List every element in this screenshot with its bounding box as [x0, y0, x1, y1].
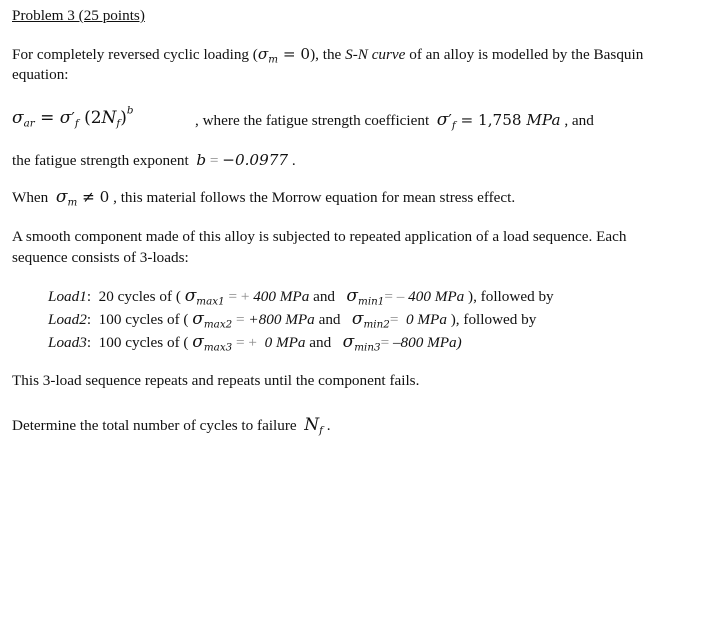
load-row-3 [48, 332, 462, 353]
intro-text-a: For completely reversed cyclic loading ( [12, 46, 258, 63]
max-sigma-symbol: σ [184, 286, 197, 306]
exponent-b: b [126, 104, 134, 117]
max-equals: = [232, 311, 249, 328]
max-subscript: max1 [196, 295, 225, 308]
max-subscript: max2 [203, 318, 233, 331]
load-label: Load1 [48, 288, 87, 305]
max-equals: = + [232, 334, 261, 351]
min-value: 400 MPa [408, 288, 465, 305]
not-equal-zero: ≠ 0 [77, 188, 110, 206]
component-line-2: sequence consists of 3-loads: [12, 249, 189, 266]
load-label: Load3 [48, 334, 87, 351]
problem-title: Problem 3 (25 points) [12, 7, 145, 24]
max-sigma-symbol: σ [192, 309, 204, 329]
exponent-value: −0.0977 [222, 151, 289, 169]
exponent-equals: = [206, 152, 223, 169]
coef-subscript: f [451, 119, 456, 132]
morrow-line [12, 187, 515, 208]
determine-line [12, 415, 331, 436]
paren-close: ) [120, 108, 127, 128]
load-cycles: 20 cycles of ( [98, 288, 181, 305]
paren-open: (2 [78, 108, 102, 128]
repeat-line: This 3-load sequence repeats and repeats until the component fails. [12, 372, 420, 389]
and-text: and [305, 334, 336, 351]
load-cycles: 100 cycles of ( [98, 334, 189, 351]
intro-line-2: equation: [12, 66, 69, 83]
prime-mark: ′ [71, 109, 75, 127]
min-value: –800 MPa) [392, 334, 462, 351]
morrow-sigma-symbol: σ [55, 187, 68, 207]
load-tail: ), followed by [446, 311, 537, 328]
n-subscript: f [116, 117, 121, 130]
b-symbol: b [196, 151, 207, 169]
min-sigma-symbol: σ [342, 332, 355, 352]
min-subscript: min2 [363, 318, 390, 331]
load-colon: : [86, 334, 92, 351]
load-colon: : [86, 288, 92, 305]
min-equals: = [380, 334, 393, 351]
max-value: 400 MPa [253, 288, 310, 305]
component-line-1: A smooth component made of this alloy is subjected to repeated application of a load sequence. Each [12, 228, 627, 245]
sigma-f-subscript: f [74, 117, 79, 130]
sigma-ar-symbol: σ [12, 108, 24, 128]
exponent-dot: . [288, 152, 296, 169]
morrow-text-b: , this material follows the Morrow equation for mean stress effect. [109, 189, 516, 206]
coef-prime-mark: ′ [448, 111, 452, 129]
exponent-text: the fatigue strength exponent [12, 152, 189, 169]
min-equals: = – [384, 288, 409, 305]
max-sigma-symbol: σ [192, 332, 204, 352]
and-text: and [309, 288, 339, 305]
n-symbol: N [101, 108, 117, 128]
basquin-coefficient [195, 110, 594, 131]
morrow-sigma-subscript: m [67, 196, 78, 209]
coef-unit: MPa [526, 111, 561, 129]
load-colon: : [86, 311, 92, 328]
sigma-ar-subscript: ar [23, 117, 35, 130]
equals-sign: = [34, 108, 60, 128]
max-value: +800 MPa [248, 311, 315, 328]
nf-symbol: N [304, 415, 320, 435]
min-equals: = [389, 311, 403, 328]
load-row-2 [48, 309, 536, 330]
min-subscript: min1 [358, 295, 385, 308]
morrow-text-a: When [12, 189, 49, 206]
sigma-f-symbol: σ [59, 108, 72, 128]
exponent-line [12, 150, 296, 171]
min-sigma-symbol: σ [351, 309, 364, 329]
intro-text-c: of an alloy is modelled by the Basquin [405, 46, 644, 63]
max-equals: = + [224, 288, 254, 305]
load-row-1 [48, 286, 554, 307]
max-value: 0 MPa [264, 334, 306, 351]
max-subscript: max3 [203, 341, 233, 354]
min-sigma-symbol: σ [346, 286, 359, 306]
intro-text-b: ), the [310, 46, 346, 63]
coef-value: = 1,758 [455, 111, 527, 129]
determine-dot: . [322, 417, 331, 434]
where-text: , where the fatigue strength coefficient [195, 112, 430, 129]
basquin-equation [12, 104, 134, 130]
intro-line-1 [12, 44, 643, 65]
sn-curve-term: S-N curve [345, 46, 406, 63]
min-value: 0 MPa [406, 311, 447, 328]
sigma-symbol: σ [257, 45, 269, 63]
nf-subscript: f [319, 424, 323, 437]
intro-equation: = 0 [278, 45, 311, 63]
and-text: , and [560, 112, 594, 129]
and-text: and [314, 311, 345, 328]
load-label: Load2 [48, 311, 87, 328]
load-tail: ), followed by [464, 288, 554, 305]
sigma-subscript: m [268, 53, 279, 66]
load-cycles: 100 cycles of ( [98, 311, 189, 328]
coef-sigma-symbol: σ [436, 110, 449, 130]
determine-text: Determine the total number of cycles to failure [12, 417, 297, 434]
min-subscript: min3 [354, 341, 381, 354]
